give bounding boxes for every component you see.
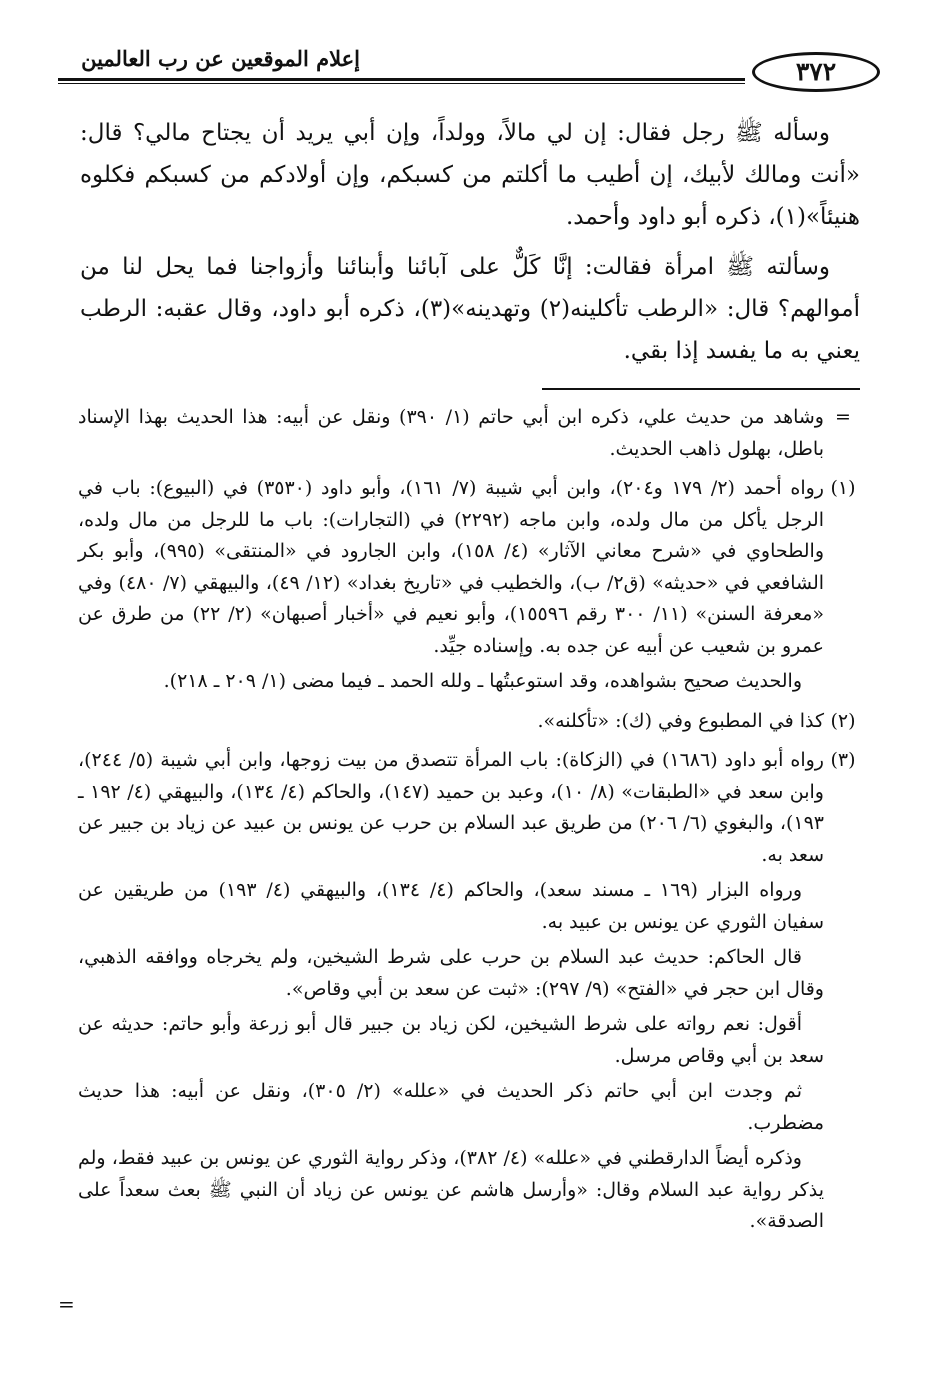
footnote-3	[78, 745, 862, 1242]
running-title: إعلام الموقعين عن رب العالمين	[81, 46, 360, 71]
header-rule-thin	[58, 83, 745, 84]
page-header	[58, 42, 880, 98]
main-text	[80, 112, 860, 380]
main-paragraph: وسأله ﷺ رجل فقال: إن لي مالاً، وولداً، وإن أبي يريد أن يجتاح مالي؟ قال: «أنت ومالك لأبيك، إن أطيب ما أكلتم من كسبكم، وإن أولادكم من كسبكم فكلوه هنيئاً»(١)، ذكره أبو داود وأحمد.	[80, 120, 860, 230]
footnote-number: (٣)	[830, 749, 856, 771]
footnote-number: (١)	[830, 477, 856, 499]
footnote-text: رواه أحمد (٢/ ١٧٩ و٢٠٤)، وابن أبي شيبة (٧/ ١٦١)، وأبو داود (٣٥٣٠) في (البيوع): باب في الرجل يأكل من مال ولده، وابن ماجه (٢٢٩٢) في (التجارات): باب ما للرجل من مال ولده، والطحاوي في «شرح معاني الآثار» (٤/ ١٥٨)، وابن الجارود في «المنتقى» (٩٩٥)، وأبو بكر الشافعي في «حديثه» (ق٢/ ب)، والخطيب في «تاريخ بغداد» (١٢/ ٤٩)، والبيهقي (٧/ ٤٨٠) وفي «معرفة السنن» (١١/ ٣٠٠ رقم ١٥٥٩٦)، وأبو نعيم في «أخبار أصبهان» (٢/ ٢٢) من طرق عن عمرو بن شعيب عن أبيه عن جده به. وإسناده جيِّد.	[78, 477, 825, 657]
footnote-text: والحديث صحيح بشواهده، وقد استوعبتُها ـ ولله الحمد ـ فيما مضى (١/ ٢٠٩ ـ ٢١٨).	[163, 670, 802, 692]
footnote-text: ثم وجدت ابن أبي حاتم ذكر الحديث في «علله» (٢/ ٣٠٥)، ونقل عن أبيه: هذا حديث مضطرب.	[78, 1080, 824, 1134]
footnotes	[78, 402, 862, 1246]
footnote-text: وشاهد من حديث علي، ذكره ابن أبي حاتم (١/ ٣٩٠) ونقل عن أبيه: هذا الحديث بهذا الإسناد باطل، بهلول ذاهب الحديث.	[78, 406, 824, 460]
header-rule	[58, 78, 745, 81]
page-number: ٣٧٢	[752, 52, 880, 92]
footnote-number: (٢)	[830, 709, 856, 732]
footnote-text: رواه أبو داود (١٦٨٦) في (الزكاة): باب المرأة تتصدق من بيت زوجها، وابن أبي شيبة (٥/ ٢٤٤)، وابن سعد في «الطبقات» (٨/ ١٠)، وعبد بن حميد (١٤٧)، والحاكم (٤/ ١٣٤)، والبيهقي (٤/ ١٩٢ ـ ١٩٣)، والبغوي (٦/ ٢٠٦) من طريق عبد السلام بن حرب عن يونس بن عبيد عن زياد بن جبير عن سعد به.	[78, 749, 824, 866]
footnote-text: أقول: نعم رواته على شرط الشيخين، لكن زياد بن جبير قال أبو زرعة وأبو حاتم: حديثه عن سعد بن أبي وقاص مرسل.	[78, 1013, 824, 1067]
footnote-text: ورواه البزار (١٦٩ ـ مسند سعد)، والحاكم (٤/ ١٣٤)، والبيهقي (٤/ ١٩٣) من طريقين عن سفيان الثوري عن يونس بن عبيد به.	[78, 879, 824, 933]
footnote-1	[78, 473, 862, 702]
footnote-2	[78, 706, 862, 742]
footnote-text: وذكره أيضاً الدارقطني في «علله» (٤/ ٣٨٢)، وذكر رواية الثوري عن يونس بن عبيد فقط، ولم يذكر رواية عبد السلام وقال: «وأرسل هاشم عن يونس عن زياد أن النبي ﷺ بعث سعداً على الصدقة».	[78, 1147, 824, 1232]
main-paragraph: وسألته ﷺ امرأة فقالت: إنَّا كَلٌّ على آبائنا وأبنائنا وأزواجنا فما يحل لنا من أموالهم؟ قال: «الرطب تأكلينه(٢) وتهدينه»(٣)، ذكره أبو داود، وقال عقبه: الرطب يعني به ما يفسد إذا بقي.	[80, 254, 860, 364]
footnote-text: قال الحاكم: حديث عبد السلام بن حرب على شرط الشيخين، ولم يخرجاه ووافقه الذهبي، وقال ابن حجر في «الفتح» (٩/ ٢٩٧): «ثبت عن سعد بن أبي وقاص».	[78, 946, 824, 1000]
footnote-separator	[542, 388, 860, 390]
continuation-mark: =	[835, 406, 851, 428]
footnote-continuation	[78, 402, 862, 469]
footnote-text: كذا في المطبوع وفي (ك): «تأكلنه».	[537, 709, 824, 732]
continues-mark: =	[58, 1292, 75, 1316]
